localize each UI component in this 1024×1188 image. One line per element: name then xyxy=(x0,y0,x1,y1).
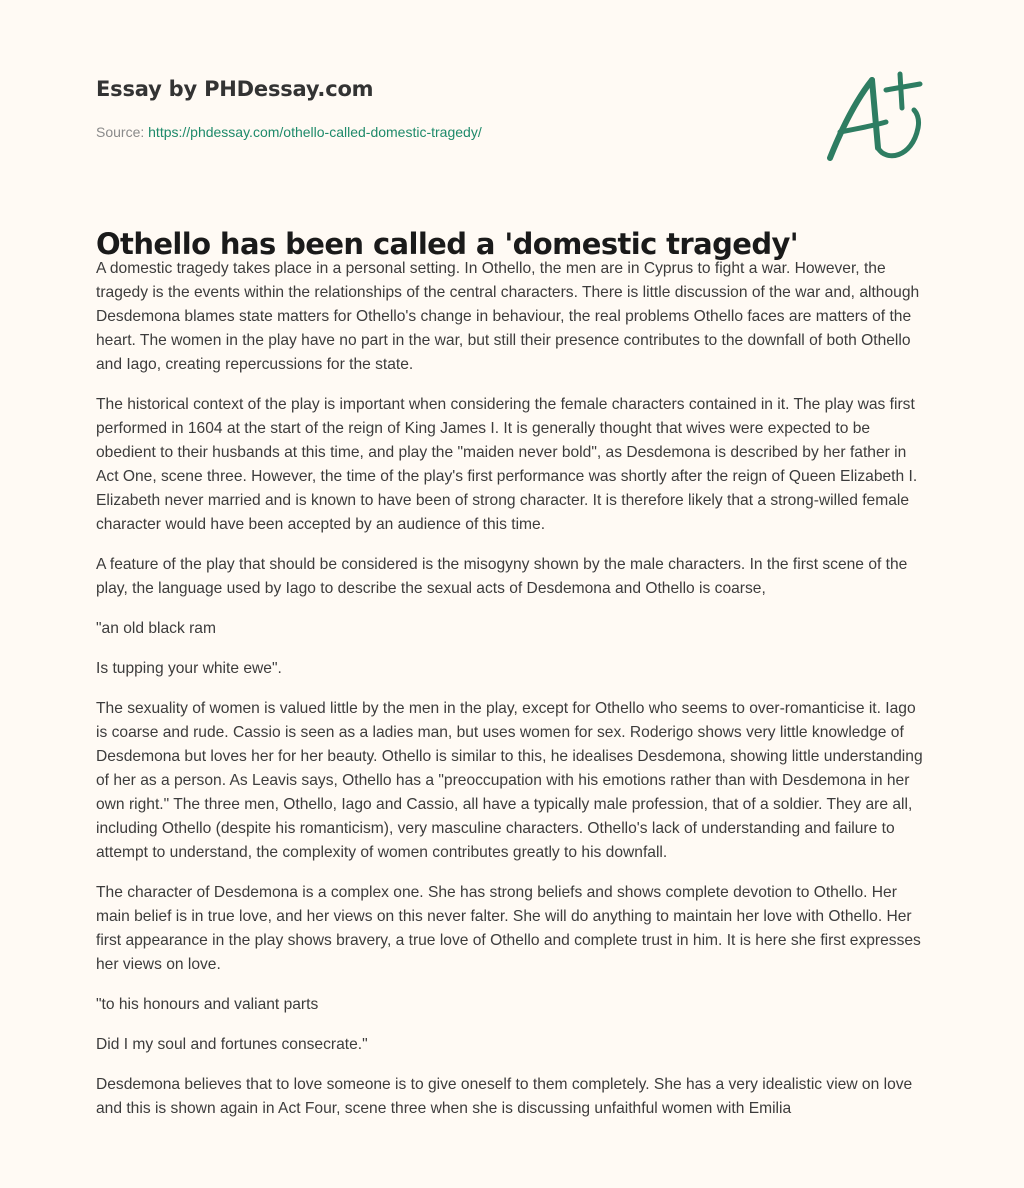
article-title: Othello has been called a 'domestic tragedy' xyxy=(96,227,799,261)
quote-line: "an old black ram xyxy=(96,620,216,637)
brand-title: Essay by PHDessay.com xyxy=(96,77,374,101)
quote-line: Is tupping your white ewe". xyxy=(96,660,282,677)
paragraph: Desdemona believes that to love someone is to give oneself to them completely. She has a very idealistic view on love and this is shown again in Act Four, scene three when she is discussing unfaithful women with Emilia xyxy=(96,1076,913,1117)
source-line xyxy=(96,122,816,142)
page-header xyxy=(96,74,816,142)
source-link[interactable]: https://phdessay.com/othello-called-domestic-tragedy/ xyxy=(148,124,482,140)
a-plus-grade-icon xyxy=(820,66,930,166)
paragraph: The historical context of the play is important when considering the female characters contained in it. The play was first performed in 1604 at the start of the reign of King James I. It is generally thought that wives were expected to be obedient to their husbands at this time, and play the "maiden never bold", as Desdemona is described by her father in Act One, scene three. However, the time of the play's first performance was shortly after the reign of Queen Elizabeth I. Elizabeth never married and is known to have been of strong character. It is therefore likely that a strong-willed female character would have been accepted by an audience of this time. xyxy=(96,396,918,533)
quote-line: Did I my soul and fortunes consecrate." xyxy=(96,1036,368,1053)
quote-line: "to his honours and valiant parts xyxy=(96,996,319,1013)
article-body xyxy=(96,257,928,1137)
paragraph: A feature of the play that should be considered is the misogyny shown by the male characters. In the first scene of the play, the language used by Iago to describe the sexual acts of Desdemona and Othello is coarse, xyxy=(96,556,908,597)
source-label: Source: xyxy=(96,124,149,140)
paragraph: A domestic tragedy takes place in a personal setting. In Othello, the men are in Cyprus to fight a war. However, the tragedy is the events within the relationships of the central characters. There is little discussion of the war and, although Desdemona blames state matters for Othello's change in behaviour, the real problems Othello faces are matters of the heart. The women in the play have no part in the war, but still their presence contributes to the downfall of both Othello and Iago, creating repercussions for the state. xyxy=(96,260,920,373)
paragraph: The character of Desdemona is a complex one. She has strong beliefs and shows complete devotion to Othello. Her main belief is in true love, and her views on this never falter. She will do anything to maintain her love with Othello. Her first appearance in the play shows bravery, a true love of Othello and complete trust in him. It is here she first expresses her views on love. xyxy=(96,884,921,973)
paragraph: The sexuality of women is valued little by the men in the play, except for Othello who seems to over-romanticise it. Iago is coarse and rude. Cassio is seen as a ladies man, but uses women for sex. Roderigo shows very little knowledge of Desdemona but loves her for her beauty. Othello is similar to this, he idealises Desdemona, showing little understanding of her as a person. As Leavis says, Othello has a "preoccupation with his emotions rather than with Desdemona in her own right." The three men, Othello, Iago and Cassio, all have a typically male profession, that of a soldier. They are all, including Othello (despite his romanticism), very masculine characters. Othello's lack of understanding and failure to attempt to understand, the complexity of women contributes greatly to his downfall. xyxy=(96,700,923,861)
